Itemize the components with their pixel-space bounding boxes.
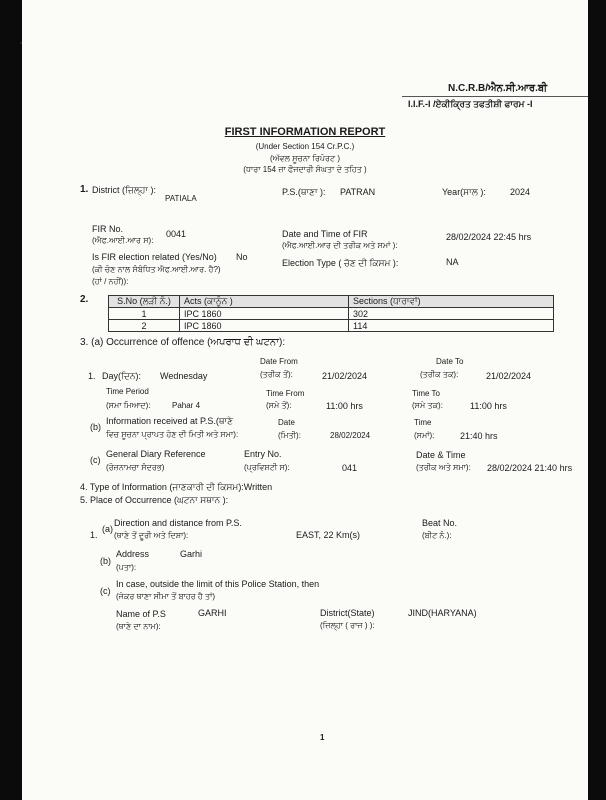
date-to-label: Date To (436, 357, 464, 366)
document-subtitle-punjabi-2: (ਧਾਰਾ 154 ਜ਼ਾ ਫੌਜਦਾਰੀ ਸੰਘਤਾ ਦੇ ਤਹਿਤ ) (243, 165, 367, 174)
date-from-label: Date From (260, 357, 298, 366)
district-state-value: JIND(HARYANA) (408, 608, 477, 618)
address-label: Address (116, 549, 150, 559)
section-2-number: 2. (80, 294, 89, 305)
info-received-marker: (b) (90, 422, 101, 432)
place-of-occurrence-heading: 5. Place of Occurrence (ਘਟਨਾ ਸਥਾਨ ): (80, 495, 229, 505)
info-time-value: 21:40 hrs (460, 431, 498, 441)
acts-header: Acts (ਕਾਨੂੰਨ ) (180, 296, 349, 308)
entry-number-value: 041 (342, 463, 358, 473)
gd-marker: (c) (90, 455, 101, 465)
address-marker: (b) (100, 556, 111, 566)
document-subtitle-punjabi: (ਅੱਵਲ ਸੂਚਨਾ ਰਿਪੋਰਟ ) (269, 154, 341, 163)
table-row (109, 320, 554, 332)
sno-cell: 2 (109, 320, 180, 332)
district-value: PATIALA (165, 194, 197, 203)
day-label: Day(ਦਿਨ): (102, 371, 141, 381)
gd-reference-label: General Diary Reference (106, 449, 206, 459)
fir-number-value: 0041 (166, 229, 187, 239)
police-station-value: PATRAN (340, 187, 376, 197)
time-to-label: Time To (412, 389, 441, 398)
info-time-label-punjabi: (ਸਮਾਂ): (414, 431, 435, 440)
day-value: Wednesday (160, 371, 208, 381)
date-to-value: 21/02/2024 (486, 371, 532, 381)
document-subtitle: (Under Section 154 Cr.P.C.) (255, 142, 355, 151)
fir-number-label: FIR No. (92, 224, 124, 234)
address-label-punjabi: (ਪਤਾ): (116, 563, 137, 572)
time-from-label: Time From (266, 389, 305, 398)
date-from-label-punjabi: (ਤਰੀਕ ਤੋਂ): (260, 370, 293, 379)
occurrence-heading: 3. (a) Occurrence of offence (ਅਪਰਾਧ ਦੀ ਘਟਨਾ): (80, 337, 286, 348)
table-row (109, 308, 554, 320)
election-related-label-punjabi-2: (ਹਾਂ / ਨਹੀਂ)): (92, 277, 129, 286)
fir-number-label-punjabi: (ਐਫ.ਆਈ.ਆਰ ਸ): (92, 236, 154, 245)
sno-cell: 1 (109, 308, 180, 320)
section-cell: 114 (349, 320, 554, 332)
direction-marker: (a) (102, 524, 113, 534)
ncrb-code: N.C.R.B/ਐਨ.ਸੀ.ਆਰ.ਬੀ (448, 83, 548, 94)
info-date-label-punjabi: (ਮਿਤੀ): (278, 431, 301, 440)
info-time-label: Time (414, 418, 432, 427)
year-value: 2024 (510, 187, 531, 197)
beat-number-label: Beat No. (422, 518, 458, 528)
direction-distance-label: Direction and distance from P.S. (114, 518, 242, 528)
election-type-value: NA (446, 257, 459, 267)
election-type-label: Election Type ( ਚੋਣ ਦੀ ਕਿਸਮ ): (282, 258, 399, 268)
information-type: 4. Type of Information (ਜਾਣਕਾਰੀ ਦੀ ਕਿਸਮ):Written (80, 482, 273, 492)
district-state-label: District(State) (320, 608, 375, 618)
info-date-label: Date (278, 418, 295, 427)
police-station-label: P.S.(ਥਾਣਾ ): (282, 187, 326, 197)
entry-number-label: Entry No. (244, 449, 282, 459)
ps-name-value: GARHI (198, 608, 227, 618)
time-period-value: Pahar 4 (172, 401, 201, 410)
beat-number-label-punjabi: (ਬੀਟ ਨੰ.): (422, 531, 452, 540)
act-cell: IPC 1860 (180, 320, 349, 332)
district-state-label-punjabi: (ਜ਼ਿਲ੍ਹਾ ( ਰਾਜ ) ): (320, 621, 375, 630)
acts-sections-table (108, 295, 554, 332)
election-related-label: Is FIR election related (Yes/No) (92, 252, 217, 262)
info-date-value: 28/02/2024 (330, 431, 371, 440)
info-received-label: Information received at P.S.(ਥਾਣੇ (106, 416, 234, 426)
fir-datetime-value: 28/02/2024 22:45 hrs (446, 232, 532, 242)
direction-distance-value: EAST, 22 Km(s) (296, 530, 361, 540)
sections-header: Sections (ਧਾਰਾਵਾਂ) (349, 296, 554, 308)
time-from-value: 11:00 hrs (326, 401, 363, 411)
outside-limit-marker: (c) (100, 586, 111, 596)
time-period-label-punjabi: (ਸਮਾ ਮਿਆਦ): (106, 401, 151, 410)
gd-datetime-label-punjabi: (ਤਰੀਕ ਅਤੇ ਸਮਾ): (416, 463, 471, 472)
gd-datetime-label: Date & Time (416, 450, 466, 460)
entry-number-label-punjabi: (ਪ੍ਰਵਿਸ਼ਟੀ ਸ): (244, 463, 290, 472)
gd-reference-label-punjabi: (ਰੋਜ਼ਨਾਮਚਾ ਸੰਦਰਭ) (106, 463, 165, 472)
district-label: District (ਜ਼ਿਲ੍ਹਾ ): (92, 185, 156, 195)
place-number: 1. (90, 530, 98, 540)
iif-form-code: I.I.F.-I /ਏਕੀਕ੍ਰਿਤ ਤਫਤੀਸ਼ੀ ਫਾਰਮ -I (408, 99, 533, 109)
section-1-number: 1. (80, 184, 89, 195)
fir-datetime-label-punjabi: (ਐਫ.ਆਈ.ਆਰ ਦੀ ਤਰੀਕ ਅਤੇ ਸਮਾਂ ): (282, 241, 398, 250)
date-to-label-punjabi: (ਤਰੀਕ ਤਕ): (420, 370, 459, 379)
election-related-value: No (236, 252, 248, 262)
year-label: Year(ਸਾਲ ): (442, 187, 486, 197)
outside-limit-label: In case, outside the limit of this Police Station, then (116, 579, 320, 589)
time-to-value: 11:00 hrs (470, 401, 507, 411)
election-related-label-punjabi: (ਕੀ ਚੋਣ ਨਾਲ ਸੰਬੰਧਿਤ ਐਫ.ਆਈ.ਆਰ. ਹੈ?) (92, 265, 221, 274)
date-from-value: 21/02/2024 (322, 371, 368, 381)
fir-document-page (22, 0, 588, 800)
page-number: 1 (320, 733, 325, 742)
gd-datetime-value: 28/02/2024 21:40 hrs (487, 463, 573, 473)
time-to-label-punjabi: (ਸਮੇ ਤਕ): (412, 401, 443, 410)
table-header-row (109, 296, 554, 308)
time-period-label: Time Period (106, 387, 149, 396)
info-received-label-punjabi: ਵਿਚ ਸੂਚਨਾ ਪ੍ਰਾਪਤ ਹੋਣ ਦੀ ਮਿਤੀ ਅਤੇ ਸਮਾ): (106, 430, 239, 439)
header-rule (402, 96, 588, 97)
ps-name-label: Name of P.S (116, 609, 166, 619)
fir-datetime-label: Date and Time of FIR (282, 229, 368, 239)
outside-limit-label-punjabi: (ਜੇਕਰ ਥਾਣਾ ਸੀਮਾ ਤੋਂ ਬਾਹਰ ਹੈ ਤਾਂ) (116, 592, 216, 601)
time-from-label-punjabi: (ਸਮੇ ਤੋਂ): (266, 401, 292, 410)
direction-distance-label-punjabi: (ਥਾਣੇ ਤੋਂ ਦੂਰੀ ਅਤੇ ਦਿਸ਼ਾ): (114, 531, 189, 540)
act-cell: IPC 1860 (180, 308, 349, 320)
section-cell: 302 (349, 308, 554, 320)
address-value: Garhi (180, 549, 203, 559)
document-title: FIRST INFORMATION REPORT (224, 126, 386, 138)
day-number: 1. (88, 371, 96, 381)
sno-header: S.No (ਲੜੀ ਨੰ.) (109, 296, 180, 308)
ps-name-label-punjabi: (ਥਾਣੇ ਦਾ ਨਾਮ): (116, 622, 161, 631)
